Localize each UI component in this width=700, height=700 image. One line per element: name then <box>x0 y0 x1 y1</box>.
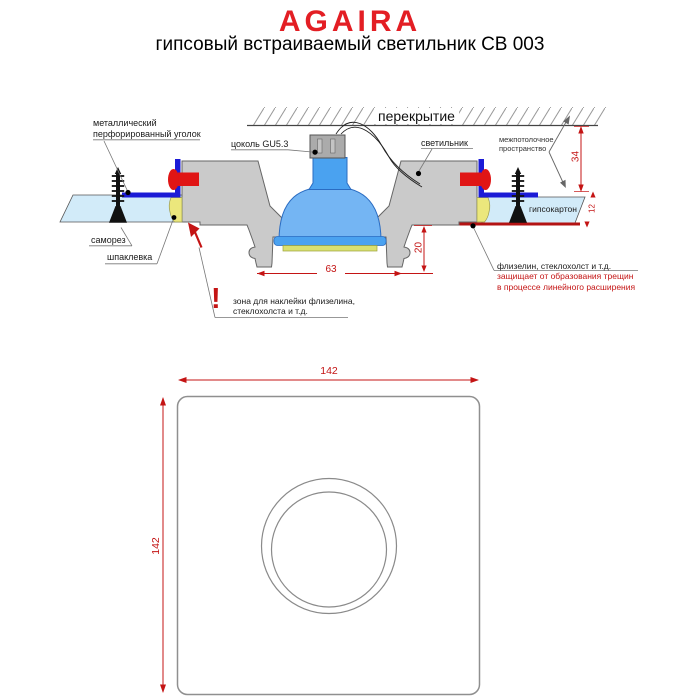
dim-20-text: 20 <box>413 241 425 254</box>
label-space-line1: межпотолочное <box>499 134 554 144</box>
lamp-rim <box>274 237 386 246</box>
label-fliz-line3: в процессе линейного расширения <box>497 281 636 292</box>
label-ceiling: перекрытие <box>374 108 459 124</box>
label-metal-corner-line2: перфорированный уголок <box>93 128 201 139</box>
label-zone-line1: зона для наклейки флизелина, <box>233 295 355 306</box>
dim-34-text: 34 <box>570 150 582 163</box>
trim-ring <box>283 246 377 252</box>
dim-63-text: 63 <box>317 264 345 275</box>
dim-12-text: 12 <box>587 204 597 213</box>
label-lamp: светильник <box>421 138 468 148</box>
lamp-neck <box>309 158 351 190</box>
warning-arrow <box>188 223 202 248</box>
bottom-view-square <box>178 397 480 695</box>
space-fork-arrows <box>549 116 570 189</box>
label-space-line2: пространство <box>499 143 547 153</box>
dimension-142-top <box>178 377 479 383</box>
brand-logo: AGAIRA <box>278 5 422 38</box>
label-zone-line2: стеклохолста и т.д. <box>233 306 308 316</box>
dim-142-top-text: 142 <box>320 365 338 377</box>
dim-142-left-text: 142 <box>150 537 162 555</box>
label-fliz-line1: флизелин, стеклохолст и т.д. <box>497 260 612 271</box>
label-metal-corner-line1: металлический <box>93 118 157 128</box>
lamp-dome <box>279 187 381 242</box>
warning-exclamation: ! <box>211 283 221 315</box>
label-screw: саморез <box>91 235 126 245</box>
label-drywall: гипсокартон <box>529 204 577 214</box>
label-putty: шпаклевка <box>107 252 153 262</box>
product-title: гипсовый встраиваемый светильник СВ 003 <box>155 34 545 55</box>
label-socket: цоколь GU5.3 <box>231 139 289 149</box>
dimension-63 <box>257 271 433 276</box>
label-fliz-line2: защищает от образования трещин <box>497 271 634 281</box>
